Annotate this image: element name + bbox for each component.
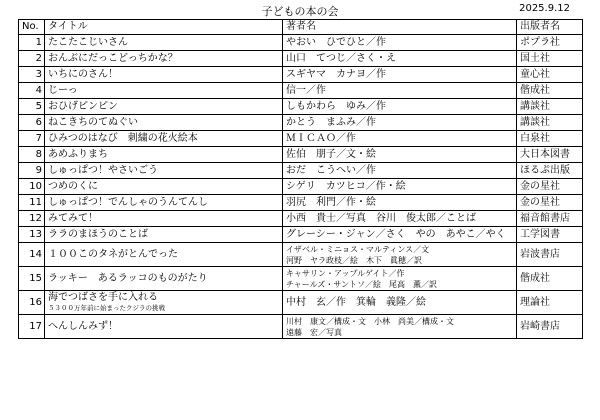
row-number: 11 [19,195,45,211]
table-row [19,179,583,195]
row-number: 4 [19,83,45,99]
table-row [19,163,583,179]
table-row [19,227,583,243]
table-row [19,211,583,227]
book-author [283,267,517,291]
book-title: ラッキー あるラッコのものがたり [45,267,283,291]
book-title: ひみつのはなび 刺繍の花火絵本 [45,131,283,147]
author-line: イザベル・ミニョス・マルティンス／文 [286,244,430,254]
book-title: ねこきちのてぬぐい [45,115,283,131]
book-title: ララのまほうのことば [45,227,283,243]
book-author: グレーシー・ジャン／さく やの あやこ／やく [283,227,517,243]
book-author: かとう まふみ／作 [283,115,517,131]
book-publisher: 大日本図書 [517,147,583,163]
book-author: シゲリ カツヒコ／作・絵 [283,179,517,195]
book-list-table [18,19,583,339]
table-row [19,147,583,163]
book-title: しゅっぱつ！でんしゃのうんてんし [45,195,283,211]
book-publisher: 偕成社 [517,267,583,291]
table-row [19,51,583,67]
author-line: キャサリン・アップルゲイト／作 [286,268,405,278]
book-title: あめふりまち [45,147,283,163]
book-publisher: 童心社 [517,67,583,83]
book-author: スギヤマ カナヨ／作 [283,67,517,83]
column-header-author: 著者名 [283,20,517,35]
book-title: じーっ [45,83,283,99]
book-author [283,243,517,267]
row-number: 17 [19,315,45,339]
book-publisher: ポプラ社 [517,35,583,51]
row-number: 10 [19,179,45,195]
book-title-main: 海でつばさを手に入れる [48,292,158,303]
table-row [19,83,583,99]
row-number: 8 [19,147,45,163]
row-number: 12 [19,211,45,227]
row-number: 7 [19,131,45,147]
book-publisher: 白泉社 [517,131,583,147]
row-number: 16 [19,291,45,315]
row-number: 2 [19,51,45,67]
book-author: おだ こうへい／作 [283,163,517,179]
book-author: 山口 てつじ／さく・え [283,51,517,67]
book-publisher: 金の星社 [517,195,583,211]
table-row [19,99,583,115]
book-title: つめのくに [45,179,283,195]
book-author: 佐伯 朋子／文・絵 [283,147,517,163]
row-number: 3 [19,67,45,83]
column-header-title: タイトル [45,20,283,35]
table-row [19,35,583,51]
book-title: いちにのさん！ [45,67,283,83]
book-publisher: ほるぷ出版 [517,163,583,179]
book-author: ＭＩＣＡＯ／作 [283,131,517,147]
book-author: 小西 貴士／写真 谷川 俊太郎／ことば [283,211,517,227]
book-author: しもかわら ゆみ／作 [283,99,517,115]
book-publisher: 偕成社 [517,83,583,99]
book-title: １００このタネがとんでった [45,243,283,267]
book-title: へんしんみず！ [45,315,283,339]
page-header [0,0,600,19]
page-title: 子どもの本の会 [261,5,339,18]
table-header-row [19,20,583,35]
row-number: 6 [19,115,45,131]
book-publisher: 福音館書店 [517,211,583,227]
column-header-publisher: 出版者名 [517,20,583,35]
table-row [19,243,583,267]
book-title: たこたこじいさん [45,35,283,51]
book-publisher: 工学図書 [517,227,583,243]
book-publisher: 講談社 [517,99,583,115]
print-date: 2025.9.12 [519,3,570,14]
author-line: 遠藤 宏／写真 [286,327,342,337]
author-line: チャールズ・サントソ／絵 尾高 薫／訳 [286,279,437,289]
column-header-no: No. [19,20,45,35]
table-row [19,67,583,83]
table-row [19,291,583,315]
book-title [45,291,283,315]
row-number: 5 [19,99,45,115]
book-author: やおい ひでひと／作 [283,35,517,51]
book-title: おんぶにだっこどっちかな？ [45,51,283,67]
book-author [283,315,517,339]
book-title: みてみて！ [45,211,283,227]
book-publisher: 金の星社 [517,179,583,195]
book-publisher: 岩崎書店 [517,315,583,339]
book-publisher: 国土社 [517,51,583,67]
book-publisher: 講談社 [517,115,583,131]
book-author: 信一／作 [283,83,517,99]
book-author: 羽尻 利門／作・絵 [283,195,517,211]
book-title: おひげピンピン [45,99,283,115]
table-row [19,315,583,339]
row-number: 9 [19,163,45,179]
book-title: しゅっぱつ！やさいごう [45,163,283,179]
book-author: 中村 玄／作 箕輪 義隆／絵 [283,291,517,315]
author-line: 河野 ヤラ政枝／絵 木下 眞穂／訳 [286,255,422,265]
table-row [19,131,583,147]
row-number: 13 [19,227,45,243]
row-number: 1 [19,35,45,51]
table-row [19,115,583,131]
book-publisher: 岩波書店 [517,243,583,267]
table-row [19,195,583,211]
row-number: 15 [19,267,45,291]
table-row [19,267,583,291]
book-publisher: 理論社 [517,291,583,315]
row-number: 14 [19,243,45,267]
author-line: 川村 康文／構成・文 小林 尚美／構成・文 [286,316,454,326]
book-subtitle: ５３００万年前に始まったクジラの挑戦 [48,304,165,312]
